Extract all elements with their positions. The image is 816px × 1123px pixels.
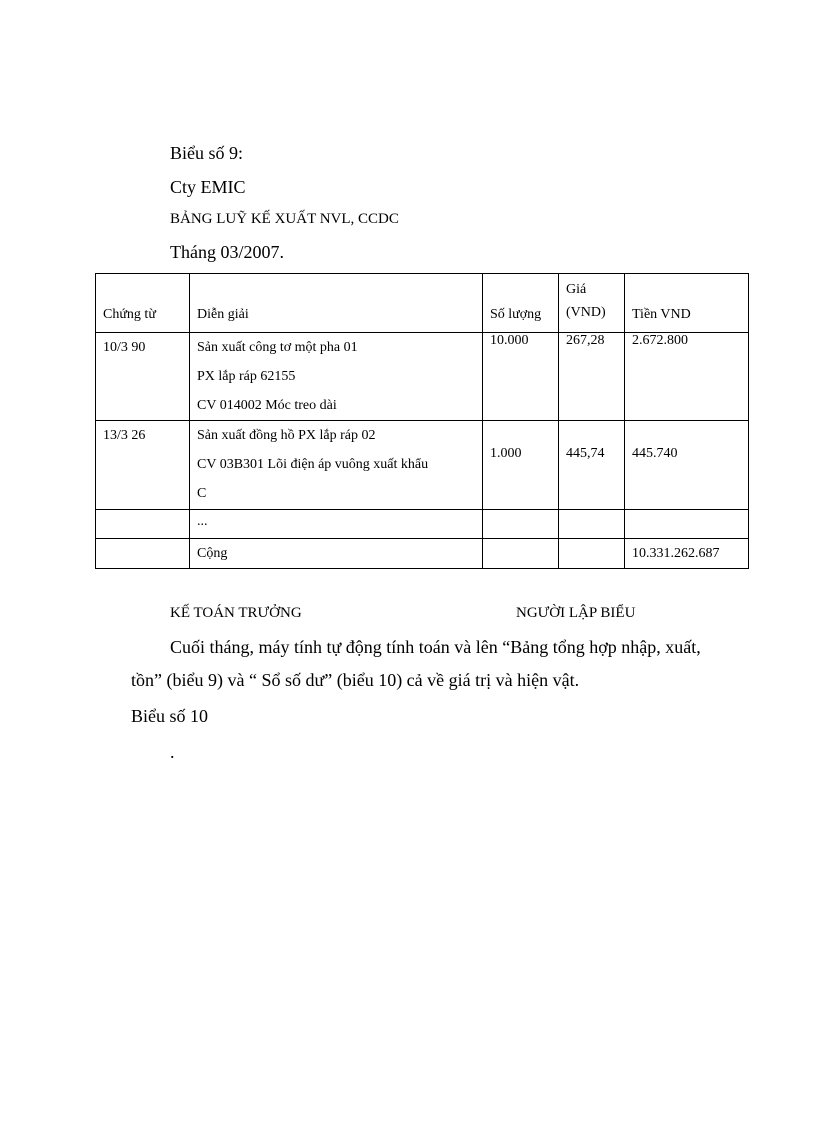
quantity-cell: 10.000 bbox=[483, 333, 559, 421]
paragraph-line-2: tồn” (biểu 9) và “ Sổ số dư” (biểu 10) cả về giá trị và hiện vật. bbox=[131, 670, 580, 690]
col-header-voucher: Chứng từ bbox=[96, 274, 190, 333]
table-row bbox=[96, 510, 749, 539]
total-row bbox=[96, 539, 749, 569]
col-header-amount: Tiền VND bbox=[625, 274, 749, 333]
col-header-quantity: Số lượng bbox=[483, 274, 559, 333]
amount-cell: 2.672.800 bbox=[625, 333, 749, 421]
table-header-row bbox=[96, 274, 749, 333]
description-cell bbox=[190, 333, 483, 421]
total-label: Cộng bbox=[190, 539, 483, 569]
voucher-cell bbox=[96, 539, 190, 569]
chief-accountant-signature-label: KẾ TOÁN TRƯỞNG bbox=[170, 605, 302, 621]
amount-cell: 445.740 bbox=[625, 421, 749, 510]
ledger-table bbox=[95, 273, 749, 569]
price-cell: 267,28 bbox=[559, 333, 625, 421]
description-line: CV 03B301 Lõi điện áp vuông xuất khẩu bbox=[197, 457, 429, 472]
description-line: Sản xuất đồng hồ PX lắp ráp 02 bbox=[197, 428, 376, 443]
description-line: CV 014002 Móc treo dài bbox=[197, 398, 337, 413]
next-form-label: Biểu số 10 bbox=[131, 706, 209, 726]
price-cell bbox=[559, 539, 625, 569]
price-cell: 445,74 bbox=[559, 421, 625, 510]
paragraph-line-1: Cuối tháng, máy tính tự động tính toán và lên “Bảng tổng hợp nhập, xuất, bbox=[170, 637, 701, 657]
description-line: PX lắp ráp 62155 bbox=[197, 369, 296, 384]
quantity-cell bbox=[483, 510, 559, 539]
total-amount: 10.331.262.687 bbox=[625, 539, 749, 569]
trailing-dot: . bbox=[170, 742, 175, 762]
quantity-cell: 1.000 bbox=[483, 421, 559, 510]
col-header-price bbox=[559, 274, 625, 333]
description-line: C bbox=[197, 486, 207, 501]
company-name: Cty EMIC bbox=[170, 177, 246, 197]
description-line: Sản xuất công tơ một pha 01 bbox=[197, 340, 358, 355]
table-row bbox=[96, 333, 749, 421]
table-row bbox=[96, 421, 749, 510]
report-month: Tháng 03/2007. bbox=[170, 242, 284, 262]
preparer-signature-label: NGƯỜI LẬP BIỂU bbox=[516, 605, 636, 621]
amount-cell bbox=[625, 510, 749, 539]
price-cell bbox=[559, 510, 625, 539]
form-label: Biểu số 9: bbox=[170, 143, 244, 163]
voucher-cell bbox=[96, 510, 190, 539]
voucher-cell: 10/3 90 bbox=[96, 333, 190, 421]
col-header-price-label: Giá bbox=[566, 282, 587, 297]
col-header-description: Diễn giải bbox=[190, 274, 483, 333]
voucher-cell: 13/3 26 bbox=[96, 421, 190, 510]
document-title: BẢNG LUỸ KẾ XUẤT NVL, CCDC bbox=[170, 211, 399, 227]
quantity-cell bbox=[483, 539, 559, 569]
ellipsis-cell: ... bbox=[190, 510, 483, 539]
col-header-price-unit: (VND) bbox=[566, 305, 606, 320]
description-cell bbox=[190, 421, 483, 510]
